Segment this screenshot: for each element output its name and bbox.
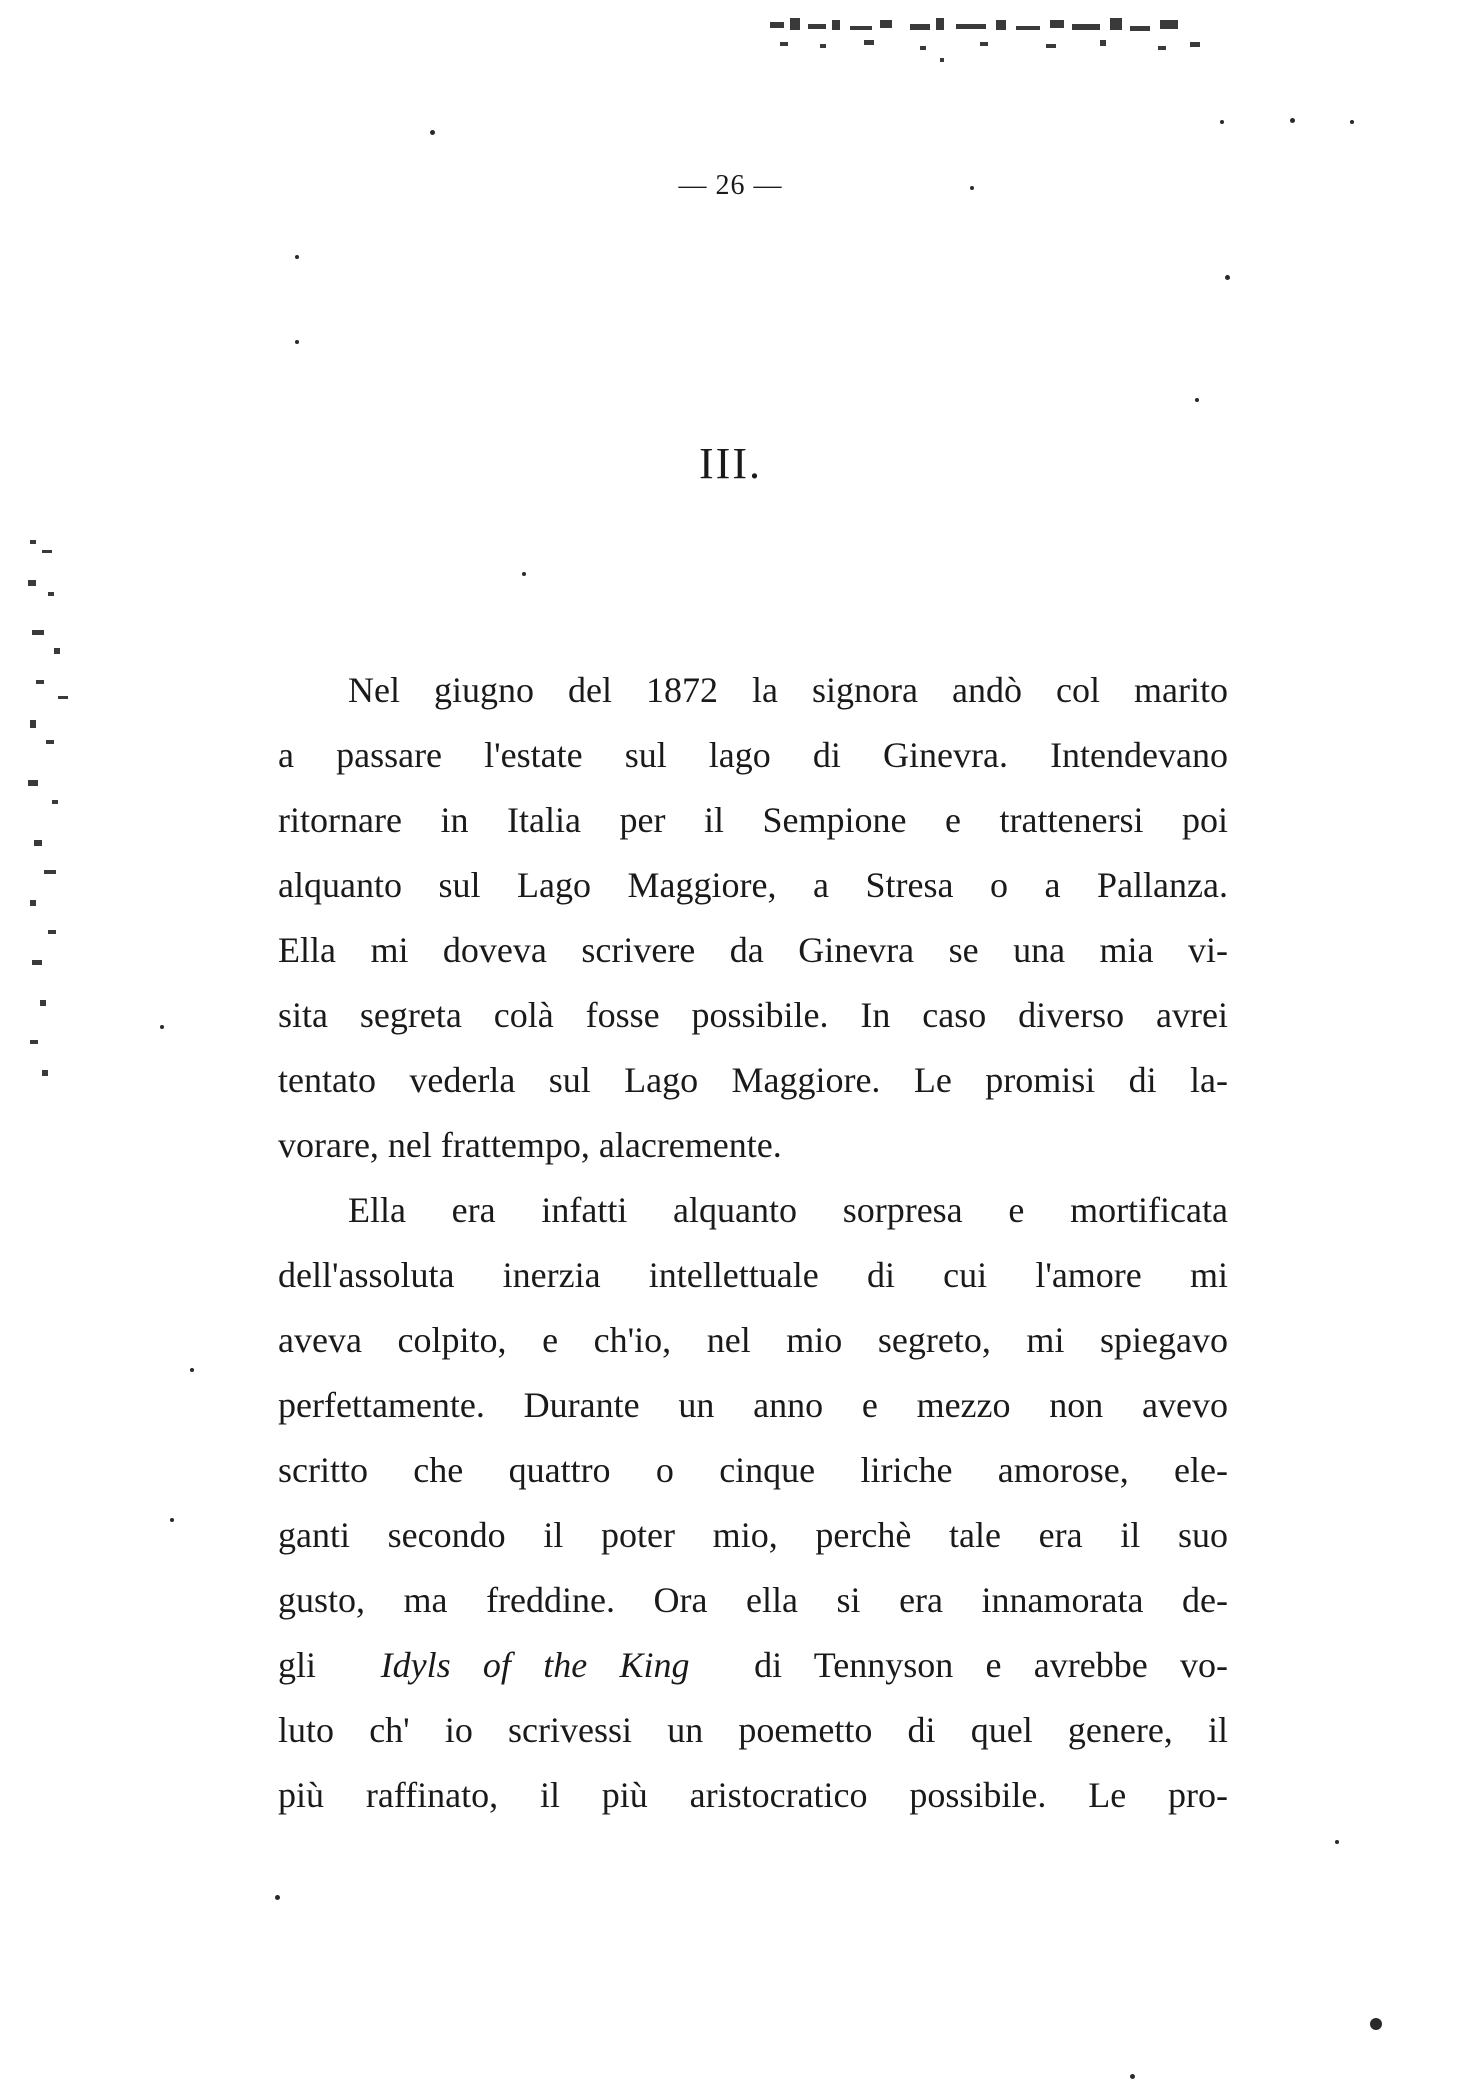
scan-artifact-left-edge (18, 520, 78, 1090)
book-title: Idyls of the King (380, 1645, 690, 1685)
speck (295, 340, 299, 344)
text-line: sita segreta colà fosse possibile. In caso diverso avrei (278, 995, 1228, 1035)
text-line: ganti secondo il poter mio, perchè tale era il suo (278, 1515, 1228, 1555)
text-line: Ella mi doveva scrivere da Ginevra se una mia vi- (278, 930, 1228, 970)
body-text (278, 658, 1228, 1828)
speck (1130, 2074, 1135, 2079)
speck (1335, 1840, 1339, 1844)
text-line: luto ch' io scrivessi un poemetto di quel genere, il (278, 1710, 1228, 1750)
chapter-heading: III. (699, 439, 762, 488)
speck (170, 1518, 174, 1522)
text-line: scritto che quattro o cinque liriche amorose, ele- (278, 1450, 1228, 1490)
text-line-with-title (278, 1633, 1228, 1698)
scan-artifact-top (760, 8, 1230, 68)
speck (190, 1368, 194, 1372)
text-line: Ella era infatti alquanto sorpresa e mortificata (348, 1190, 1228, 1230)
speck (430, 130, 435, 135)
text-line: a passare l'estate sul lago di Ginevra. Intendevano (278, 735, 1228, 775)
speck (522, 572, 526, 576)
paragraph-2 (278, 1178, 1228, 1828)
speck (1225, 275, 1230, 280)
speck (1290, 118, 1295, 123)
speck (160, 1025, 164, 1029)
speck (295, 255, 299, 259)
speck (275, 1895, 280, 1900)
text-fragment: di Tennyson e avrebbe vo- (754, 1645, 1229, 1685)
text-line: più raffinato, il più aristocratico possibile. Le pro- (278, 1775, 1228, 1815)
speck (1350, 120, 1354, 124)
text-line: perfettamente. Durante un anno e mezzo non avevo (278, 1385, 1228, 1425)
speck (1370, 2018, 1382, 2030)
text-fragment: gli (278, 1645, 317, 1685)
text-line: ritornare in Italia per il Sempione e trattenersi poi (278, 800, 1228, 840)
text-line: tentato vederla sul Lago Maggiore. Le promisi di la- (278, 1060, 1228, 1100)
speck (1220, 120, 1224, 124)
paragraph-1 (278, 658, 1228, 1178)
text-line: aveva colpito, e ch'io, nel mio segreto, mi spiegavo (278, 1320, 1228, 1360)
text-line: vorare, nel frattempo, alacremente. (278, 1125, 782, 1165)
text-line: dell'assoluta inerzia intellettuale di cui l'amore mi (278, 1255, 1228, 1295)
text-line: Nel giugno del 1872 la signora andò col marito (348, 670, 1228, 710)
speck (1195, 398, 1199, 402)
page-number: — 26 — (678, 170, 783, 201)
text-line: gusto, ma freddine. Ora ella si era innamorata de- (278, 1580, 1228, 1620)
text-line: alquanto sul Lago Maggiore, a Stresa o a Pallanza. (278, 865, 1228, 905)
